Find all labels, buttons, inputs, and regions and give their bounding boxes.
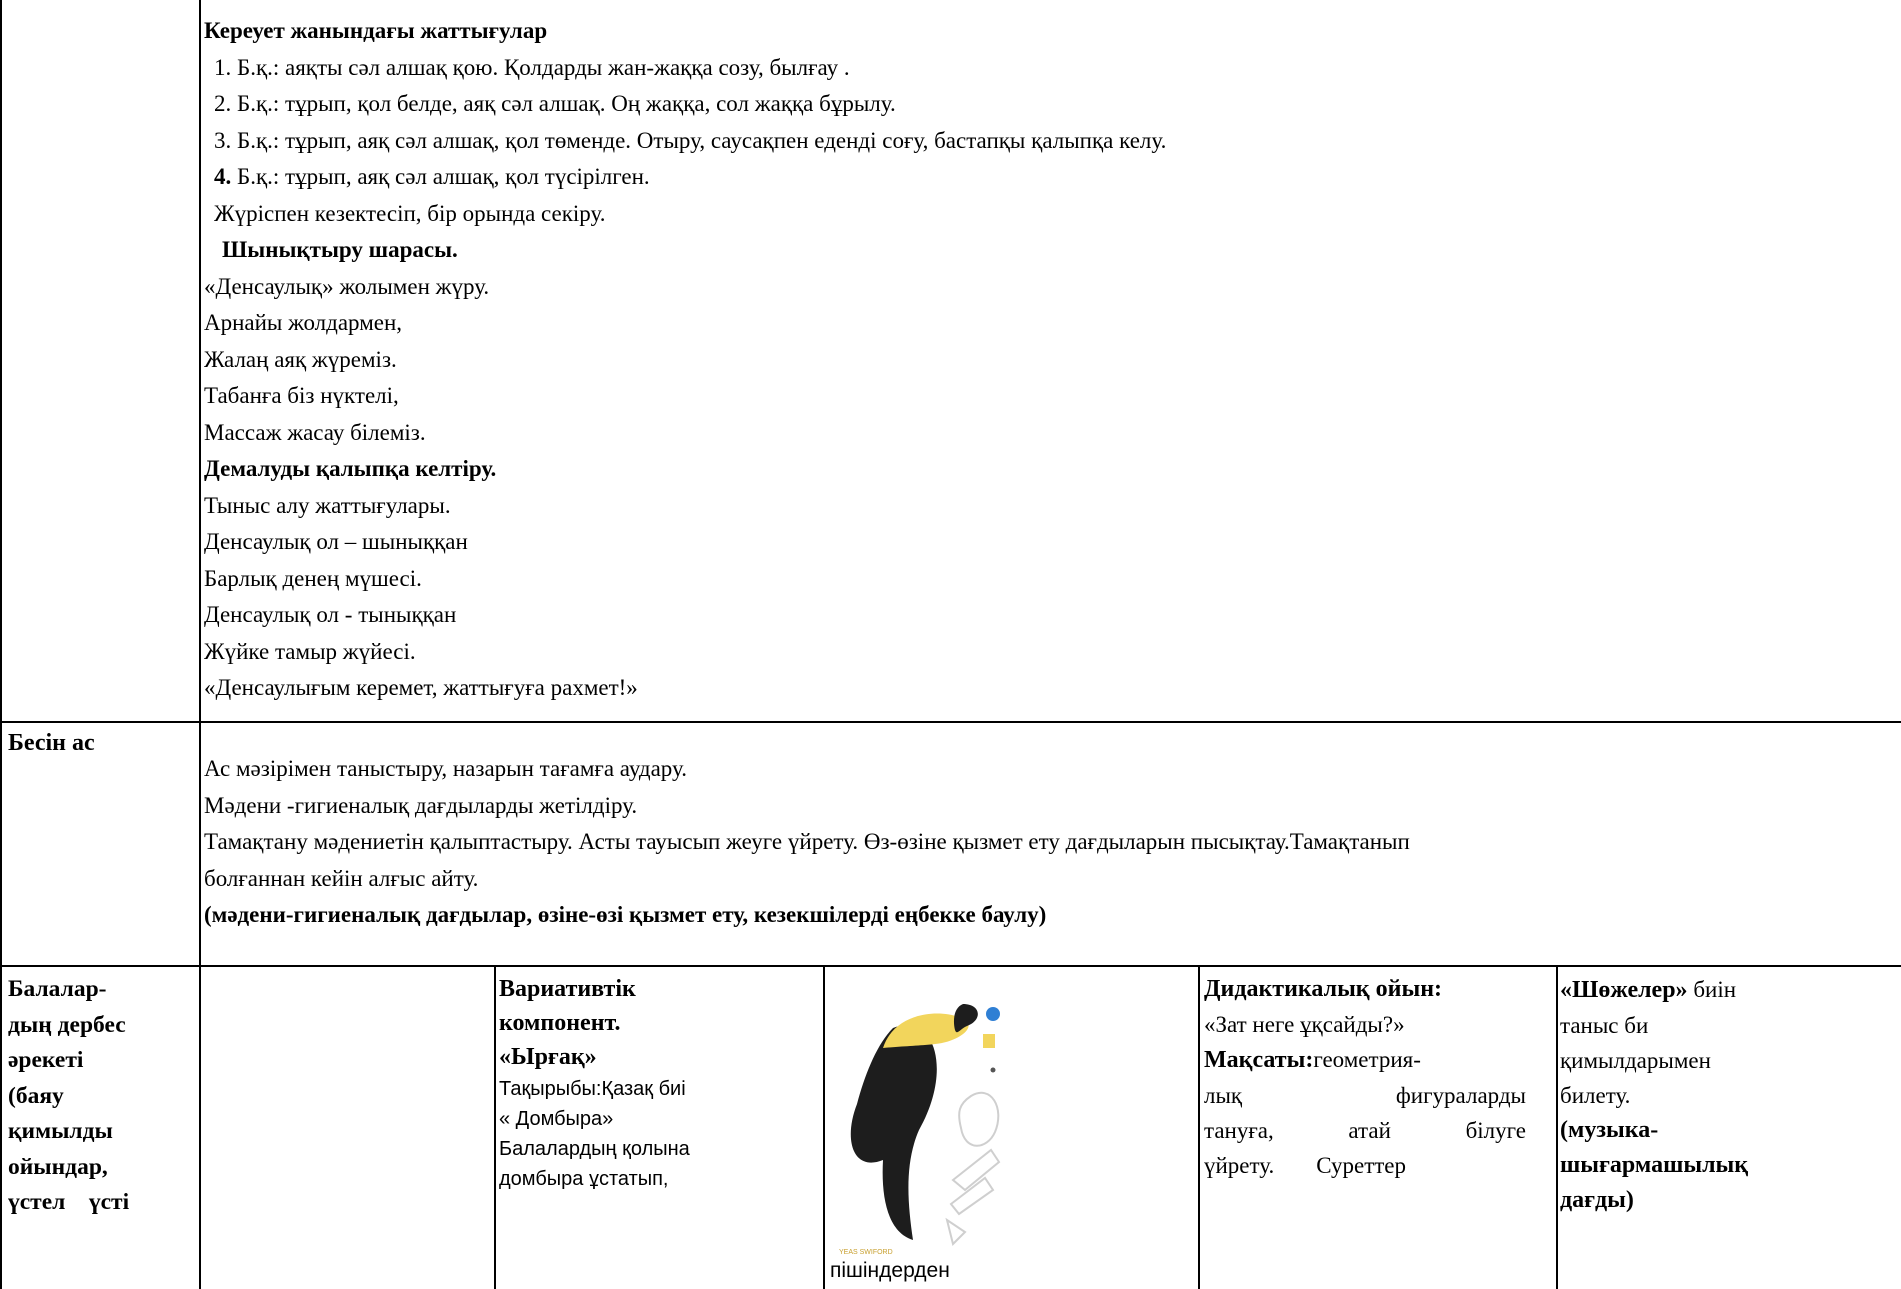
didactic-goal-line — [1204, 1042, 1544, 1078]
column-divider-variative — [494, 965, 496, 1289]
variative-line: Балалардың қолына — [499, 1138, 690, 1160]
didactic-justified-line — [1204, 1078, 1526, 1113]
yellow-square-shape — [983, 1034, 995, 1048]
column-divider-label — [199, 0, 201, 1289]
variative-title-line: компонент. — [499, 1010, 621, 1036]
row-label-independent-activity — [8, 972, 188, 1221]
dance-title-rest: биін — [1687, 977, 1737, 1002]
row-label-line: үстел үсті — [8, 1189, 130, 1215]
wing-outline-shape — [959, 1093, 998, 1146]
row-label-line: әрекеті — [8, 1047, 84, 1073]
exercise-step-4-text: Б.қ.: тұрып, аяқ сәл алшақ, қол түсірілген. — [231, 164, 650, 189]
row-label-line: қимылды — [8, 1118, 113, 1144]
column-divider-image — [823, 965, 825, 1289]
word: үйрету. — [1204, 1153, 1275, 1178]
poem-line: Арнайы жолдармен, — [204, 310, 403, 335]
bird-body-shape — [851, 1025, 937, 1240]
poem-line: «Денсаулық» жолымен жүру. — [204, 273, 490, 299]
variative-line: « Домбыра» — [499, 1108, 614, 1130]
variative-title-line: «Ырғақ» — [499, 1044, 597, 1070]
exercise-jump: Жүріспен кезектесіп, бір орында секіру. — [214, 200, 606, 226]
word: фигураларды — [1395, 1083, 1526, 1108]
snack-section — [204, 751, 1410, 934]
exercise-step-3: 3. Б.қ.: тұрып, аяқ сәл алшақ, қол төменде. Отыру, саусақпен еденді соғу, бастапқы қалыпқа келу. — [214, 127, 1167, 153]
hardening-title: Шынықтыру шарасы. — [222, 237, 458, 262]
poem-line: Денсаулық ол – шыныққан — [204, 529, 468, 554]
poem-line: Жалаң аяқ жүреміз. — [204, 346, 397, 372]
row-label-line: (баяу — [8, 1082, 64, 1109]
bird-shapes-image — [835, 1000, 1015, 1258]
variative-line: Тақырыбы:Қазақ биі — [499, 1078, 686, 1100]
snack-line: болғаннан кейін алғыс айту. — [204, 865, 479, 891]
poem-line: Массаж жасау білеміз. — [204, 419, 426, 445]
exercise-step-4 — [204, 159, 1166, 196]
snack-line: Тамақтану мәдениетін қалыптастыру. Асты тауысып жеуге үйрету. Өз-өзіне қызмет ету дағдыларын пысықтау.Тамақтанып — [204, 829, 1410, 854]
dance-skill-line: шығармашылық — [1560, 1152, 1749, 1178]
table-left-border — [0, 0, 2, 1289]
variative-line: домбыра ұстатып, — [499, 1168, 669, 1190]
exercise-section — [204, 13, 1166, 707]
goal-label: Мақсаты: — [1204, 1047, 1314, 1073]
dance-cell — [1560, 972, 1898, 1218]
snack-line: Ас мәзірімен таныстыру, назарын тағамға аудару. — [204, 756, 687, 781]
dance-title: «Шөжелер» — [1560, 977, 1688, 1003]
snack-line: Мәдени -гигиеналық дағдыларды жетілдіру. — [204, 792, 638, 818]
row-divider-2 — [0, 965, 1901, 967]
row-label-line: дың дербес — [8, 1011, 126, 1038]
poem-line: Тыныс алу жаттығулары. — [204, 492, 451, 518]
exercise-step-2: 2. Б.қ.: тұрып, қол белде, аяқ сәл алшақ. Оң жаққа, сол жаққа бұрылу. — [214, 91, 896, 116]
poem-line: Жүйке тамыр жүйесі. — [204, 638, 416, 664]
word: атай — [1348, 1118, 1391, 1143]
dance-line: қимылдарымен — [1560, 1048, 1711, 1073]
poem-line: «Денсаулығым керемет, жаттығуға рахмет!» — [204, 675, 638, 700]
variative-component-cell — [499, 972, 819, 1194]
didactic-game-name: «Зат неге ұқсайды?» — [1204, 1012, 1405, 1037]
breathing-title: Демалуды қалыпқа келтіру. — [204, 456, 497, 481]
didactic-justified-line — [1204, 1148, 1544, 1183]
bird-image-tiny-text: YEAS SWIFORD — [839, 1249, 893, 1256]
dance-line: билету. — [1560, 1083, 1631, 1108]
exercise-step-1: 1. Б.қ.: аяқты сәл алшақ қою. Қолдарды жан-жаққа созу, былғау . — [214, 54, 850, 80]
word: білуге — [1465, 1118, 1526, 1143]
row-divider-1 — [0, 721, 1901, 723]
dance-skill-line: (музыка- — [1560, 1117, 1659, 1143]
row-label-afternoon-snack: Бесін ас — [8, 730, 95, 756]
row-label-line: Балалар- — [8, 976, 107, 1002]
poem-line: Табанға біз нүктелі, — [204, 383, 399, 408]
eye-dot-shape — [991, 1068, 996, 1073]
column-divider-dance — [1556, 965, 1558, 1289]
poem-line: Денсаулық ол - тыныққан — [204, 602, 457, 627]
word: Суреттер — [1316, 1153, 1407, 1178]
small-outline-shape — [947, 1220, 965, 1244]
goal-text: геометрия- — [1313, 1047, 1421, 1072]
blue-dot-shape — [986, 1007, 1000, 1021]
dance-line: таныс би — [1560, 1013, 1649, 1038]
didactic-title: Дидактикалық ойын: — [1204, 976, 1443, 1002]
exercise-title: Кереует жанындағы жаттығулар — [204, 18, 548, 43]
row-label-line: ойындар, — [8, 1153, 108, 1180]
tail-outline-shape — [951, 1150, 999, 1214]
image-caption: пішіндерден — [830, 1259, 950, 1282]
column-divider-didactic — [1198, 965, 1200, 1289]
dance-skill-line: дағды) — [1560, 1187, 1634, 1213]
poem-line: Барлық денең мүшесі. — [204, 565, 422, 591]
exercise-step-4-number: 4. — [214, 164, 232, 189]
variative-title-line: Вариативтік — [499, 976, 636, 1002]
word: лық — [1204, 1083, 1243, 1108]
snack-skills-note: (мәдени-гигиеналық дағдылар, өзіне-өзі қызмет ету, кезекшілерді еңбекке баулу) — [204, 902, 1047, 927]
dance-title-line — [1560, 972, 1898, 1008]
word: тануға, — [1204, 1118, 1274, 1143]
didactic-justified-line — [1204, 1113, 1526, 1148]
didactic-game-cell — [1204, 972, 1544, 1183]
